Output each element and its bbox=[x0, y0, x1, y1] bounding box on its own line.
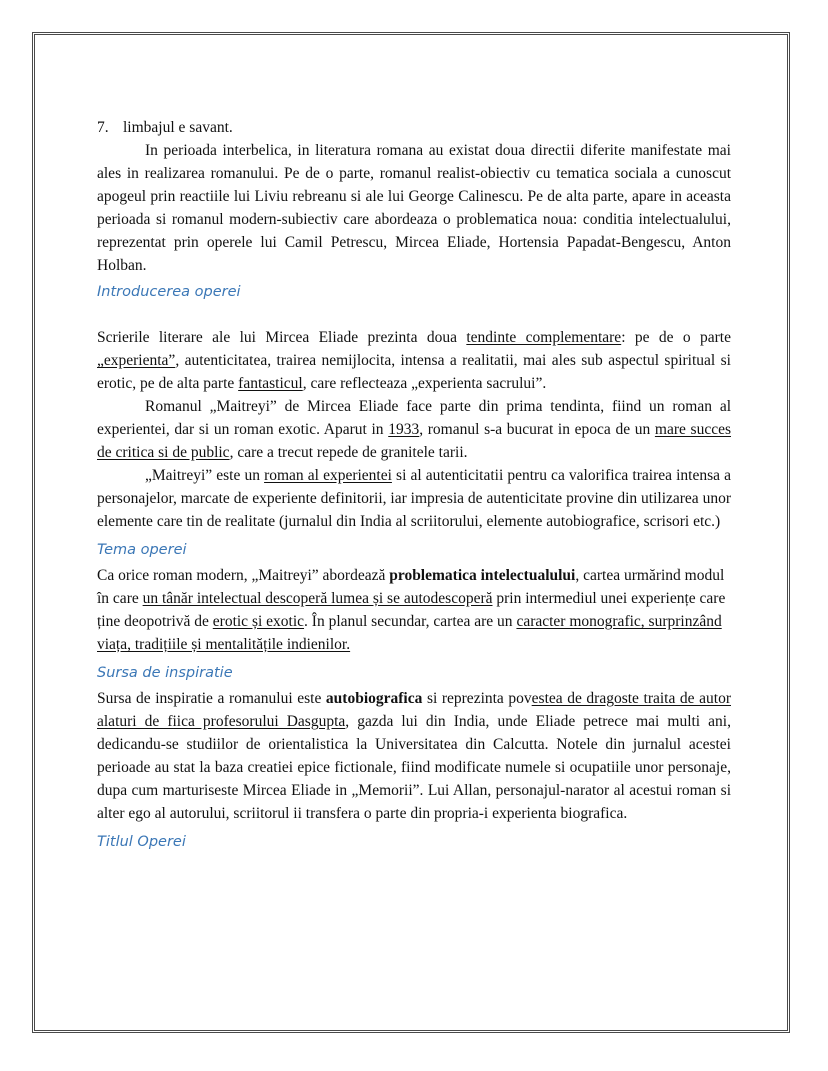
document-body bbox=[97, 116, 731, 856]
underline-1933: 1933 bbox=[388, 421, 420, 438]
bold-autobiografica: autobiografica bbox=[325, 690, 423, 707]
intro-paragraph: In perioada interbelica, in literatura romana au existat doua directii diferite manifestate mai ales in realizarea romanului. Pe de o parte, romanul realist-obiectiv cu tematica sociala a cunoscut apogeul prin reactiile lui Liviu rebreanu si ale lui George Calinescu. Pe de alta parte, apare in aceasta perioada si romanul modern-subiectiv care abordeaza o problematica noua: conditia intelectualului, reprezentat prin operele lui Camil Petrescu, Mircea Eliade, Hortensia Papadat-Bengescu, Anton Holban. bbox=[97, 142, 731, 274]
paragraph-romanul-maitreyi: Romanul „Maitreyi” de Mircea Eliade face parte din prima tendinta, fiind un roman al experientei, dar si un roman exotic. Aparut in 1933, romanul s-a bucurat in epoca de un mare succes de critica si de public, care a trecut repede de granitele tarii. bbox=[97, 398, 731, 461]
heading-sursa-de-inspiratie: Sursa de inspiratie bbox=[97, 665, 233, 681]
paragraph-scrierile: Scrierile literare ale lui Mircea Eliade prezinta doua tendinte complementare: pe de o parte „experienta”, autenticitatea, trairea nemijlocita, intensa a realitatii, mai ales sub aspectul spiritual si erotic, pe de alta parte fantasticul, care reflecteaza „experienta sacrului”. bbox=[97, 329, 731, 392]
underline-erotic-exotic: erotic și exotic bbox=[212, 613, 305, 630]
paragraph-tema: Ca orice roman modern, „Maitreyi” abordează problematica intelectualului, cartea urmărind modul în care un tânăr intelectual descoperă lumea și se autodescoperă prin intermediul unei experiențe care ține deopotrivă de erotic și exotic. În planul secundar, cartea are un caracter monografic, surprinzând viața, tradițiile și mentalitățile indienilor. bbox=[97, 567, 726, 653]
underline-povestea: estea de dragoste traita de autor alaturi de fiica profesorului Dasgupta bbox=[97, 690, 731, 730]
underline-mare-succes: mare succes de critica si de public bbox=[97, 421, 731, 461]
underline-roman-experientei: roman al experientei bbox=[264, 467, 392, 484]
underline-experienta: „experienta” bbox=[97, 352, 176, 369]
underline-tanar-intelectual: un tânăr intelectual descoperă lumea și se autodescoperă bbox=[142, 590, 493, 607]
underline-tendinte: tendinte complementare bbox=[466, 329, 622, 346]
heading-introducerea-operei: Introducerea operei bbox=[97, 284, 241, 300]
list-item bbox=[97, 116, 731, 139]
bold-problematica: problematica intelectualului bbox=[389, 567, 576, 584]
heading-tema-operei: Tema operei bbox=[97, 542, 187, 558]
underline-caracter-monografic: caracter monografic, surprinzând viața, tradițiile și mentalitățile indienilor. bbox=[97, 613, 722, 653]
list-item-text: limbajul e savant. bbox=[123, 119, 233, 136]
underline-fantasticul: fantasticul bbox=[238, 375, 303, 392]
paragraph-sursa: Sursa de inspiratie a romanului este autobiografica si reprezinta povestea de dragoste traita de autor alaturi de fiica profesorului Dasgupta, gazda lui din India, unde Eliade petrece mai multi ani, dedicandu-se studiilor de orientalistica la Universitatea din Calcutta. Notele din jurnalul acestei perioade au stat la baza creatiei epice fictionale, fiind modificate numele si ocupatiile unor personaje, dupa cum marturiseste Mircea Eliade in „Memorii”. Lui Allan, personajul-narator al acestui roman si alter ego al autorului, scriitorul ii transfera o parte din propria-i experienta biografica. bbox=[97, 690, 731, 822]
list-number: 7. bbox=[97, 119, 109, 136]
heading-titlul-operei: Titlul Operei bbox=[97, 834, 186, 850]
paragraph-roman-experientei: „Maitreyi” este un roman al experientei si al autenticitatii pentru ca valorifica trairea intensa a personajelor, marcate de experiente definitorii, iar impresia de autenticitate provine din utilizarea unor elemente care tin de realitate (jurnalul din India al scriitorului, elemente autobiografice, scrisori etc.) bbox=[97, 467, 731, 530]
